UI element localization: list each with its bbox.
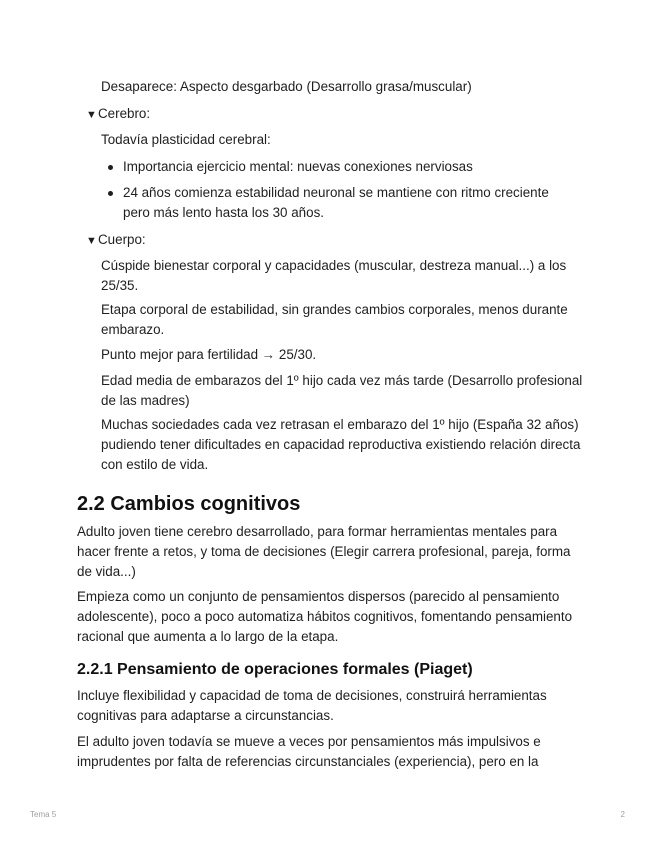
list-item xyxy=(101,157,571,177)
paragraph-cuspide: Cúspide bienestar corporal y capacidades (muscular, destreza manual...) a los 25/35. xyxy=(101,258,567,293)
paragraph-fertilidad: Punto mejor para fertilidad → 25/30. xyxy=(101,347,317,362)
paragraph-adulto-impulsivo: El adulto joven todavía se mueve a veces por pensamientos más impulsivos e imprudentes por falta de referencias circunstanciales (experiencia), pero en la xyxy=(77,734,541,769)
footer-page-number: 2 xyxy=(620,810,625,819)
toggle-cerebro[interactable] xyxy=(86,104,150,125)
paragraph-edad-media: Edad media de embarazos del 1º hijo cada vez más tarde (Desarrollo profesional de las madres) xyxy=(101,373,583,408)
triangle-down-icon: ▼ xyxy=(86,235,97,247)
toggle-cuerpo-label: Cuerpo: xyxy=(98,232,146,247)
cerebro-bullet-list xyxy=(101,157,571,229)
list-item-text: 24 años comienza estabilidad neuronal se mantiene con ritmo creciente pero más lento hasta los 30 años. xyxy=(123,185,549,220)
section-heading-cambios-cognitivos: 2.2 Cambios cognitivos xyxy=(77,493,301,515)
paragraph-etapa-corporal: Etapa corporal de estabilidad, sin grandes cambios corporales, menos durante embarazo. xyxy=(101,302,568,337)
paragraph-adulto-joven: Adulto joven tiene cerebro desarrollado, para formar herramientas mentales para hacer frente a retos, y toma de decisiones (Elegir carrera profesional, pareja, forma de vida...) xyxy=(77,524,571,579)
footer-chapter-label: Tema 5 xyxy=(30,810,57,819)
paragraph-plasticidad: Todavía plasticidad cerebral: xyxy=(101,132,271,147)
paragraph-sociedades: Muchas sociedades cada vez retrasan el embarazo del 1º hijo (España 32 años) pudiendo tener dificultades en capacidad reproductiva existiendo relación directa con estilo de vida. xyxy=(101,417,581,472)
list-item-text: Importancia ejercicio mental: nuevas conexiones nerviosas xyxy=(123,159,473,174)
toggle-cerebro-label: Cerebro: xyxy=(98,106,151,121)
paragraph-desaparece: Desaparece: Aspecto desgarbado (Desarrollo grasa/muscular) xyxy=(101,79,472,94)
bullet-icon xyxy=(108,165,113,170)
paragraph-empieza: Empieza como un conjunto de pensamientos dispersos (parecido al pensamiento adolescente), poco a poco automatiza hábitos cognitivos, fomentando pensamiento racional que aumenta a lo largo de la etapa. xyxy=(77,589,573,644)
toggle-cuerpo[interactable] xyxy=(86,230,146,251)
subsection-heading-piaget: 2.2.1 Pensamiento de operaciones formales (Piaget) xyxy=(77,661,473,678)
triangle-down-icon: ▼ xyxy=(86,109,97,121)
paragraph-flexibilidad: Incluye flexibilidad y capacidad de toma de decisiones, construirá herramientas cognitivas para adaptarse a circunstancias. xyxy=(77,688,547,723)
bullet-icon xyxy=(108,191,113,196)
list-item xyxy=(101,183,571,223)
